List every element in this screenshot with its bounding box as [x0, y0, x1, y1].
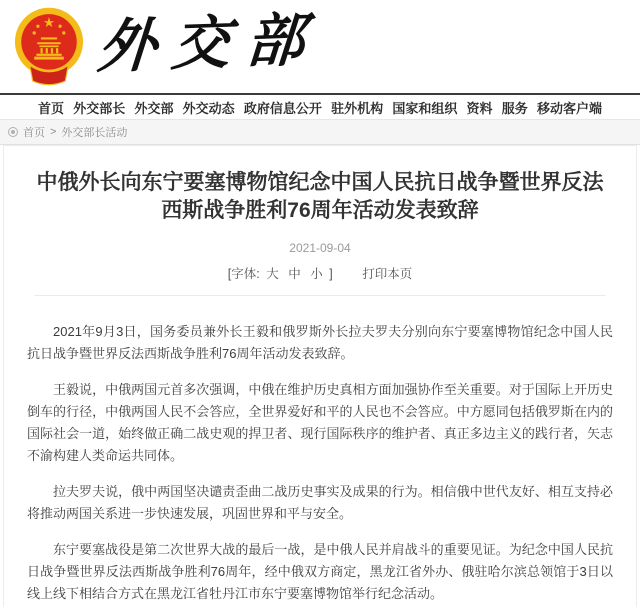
nav-item-foreign-minister[interactable]: 外交部长 — [73, 100, 126, 116]
china-national-emblem-icon[interactable] — [12, 7, 86, 92]
breadcrumb-current-link[interactable]: 外交部长活动 — [61, 127, 128, 139]
main-nav — [0, 93, 640, 119]
font-size-small-button[interactable]: 小 — [310, 267, 323, 281]
nav-item-overseas-missions[interactable]: 驻外机构 — [331, 100, 384, 116]
article-title: 中俄外长向东宁要塞博物馆纪念中国人民抗日战争暨世界反法西斯战争胜利76周年活动发表致辞 — [36, 171, 604, 222]
article-panel — [3, 145, 637, 607]
circled-dot-icon — [8, 127, 18, 137]
article-paragraph: 东宁要塞战役是第二次世界大战的最后一战，是中俄人民并肩战斗的重要见证。为纪念中国人民抗日战争暨世界反法西斯战争胜利76周年，经中俄双方商定，黑龙江省外办、俄驻哈尔滨总领馆于3日以线上线下相结合方式在黑龙江省牡丹江市东宁要塞博物馆举行纪念活动。 — [27, 542, 613, 601]
print-page-button[interactable]: 打印本页 — [362, 267, 413, 281]
ministry-logo-calligraphy[interactable]: 外交部 — [95, 7, 323, 80]
nav-item-mobile-client[interactable]: 移动客户端 — [536, 100, 602, 116]
article-paragraph: 拉夫罗夫说，俄中两国坚决谴责歪曲二战历史事实及成果的行为。相信俄中世代友好、相互支持必将推动两国关系进一步快速发展，巩固世界和平与安全。 — [27, 484, 613, 521]
article-paragraph: 2021年9月3日，国务委员兼外长王毅和俄罗斯外长拉夫罗夫分别向东宁要塞博物馆纪念中国人民抗日战争暨世界反法西斯战争胜利76周年活动发表致辞。 — [27, 324, 613, 361]
breadcrumb-home-link[interactable]: 首页 — [23, 127, 45, 139]
article-date: 2021-09-04 — [289, 241, 351, 255]
nav-item-home[interactable]: 首页 — [38, 100, 65, 116]
article-toolbar — [4, 264, 636, 282]
nav-item-gov-info[interactable]: 政府信息公开 — [243, 100, 322, 116]
article-paragraph: 王毅说，中俄两国元首多次强调，中俄在维护历史真相方面加强协作至关重要。对于国际上开历史倒车的行径，中俄两国人民不会答应，全世界爱好和平的人民也不会答应。中方愿同包括俄罗斯在内的国际社会一道，始终做正确二战史观的捍卫者、现行国际秩序的维护者、真正多边主义的践行者，矢志不渝构建人类命运共同体。 — [27, 382, 613, 463]
font-size-label-end: ] — [329, 267, 333, 281]
nav-item-countries-orgs[interactable]: 国家和组织 — [392, 100, 458, 116]
breadcrumb — [0, 119, 640, 145]
breadcrumb-separator: > — [50, 126, 57, 138]
font-size-large-button[interactable]: 大 — [266, 267, 279, 281]
site-header — [0, 0, 640, 93]
font-size-label: [字体: — [227, 267, 260, 281]
nav-item-ministry[interactable]: 外交部 — [134, 100, 174, 116]
article-body — [4, 296, 636, 605]
nav-item-services[interactable]: 服务 — [501, 100, 528, 116]
nav-item-diplomatic-news[interactable]: 外交动态 — [182, 100, 235, 116]
font-size-medium-button[interactable]: 中 — [288, 267, 301, 281]
nav-item-resources[interactable]: 资料 — [466, 100, 493, 116]
